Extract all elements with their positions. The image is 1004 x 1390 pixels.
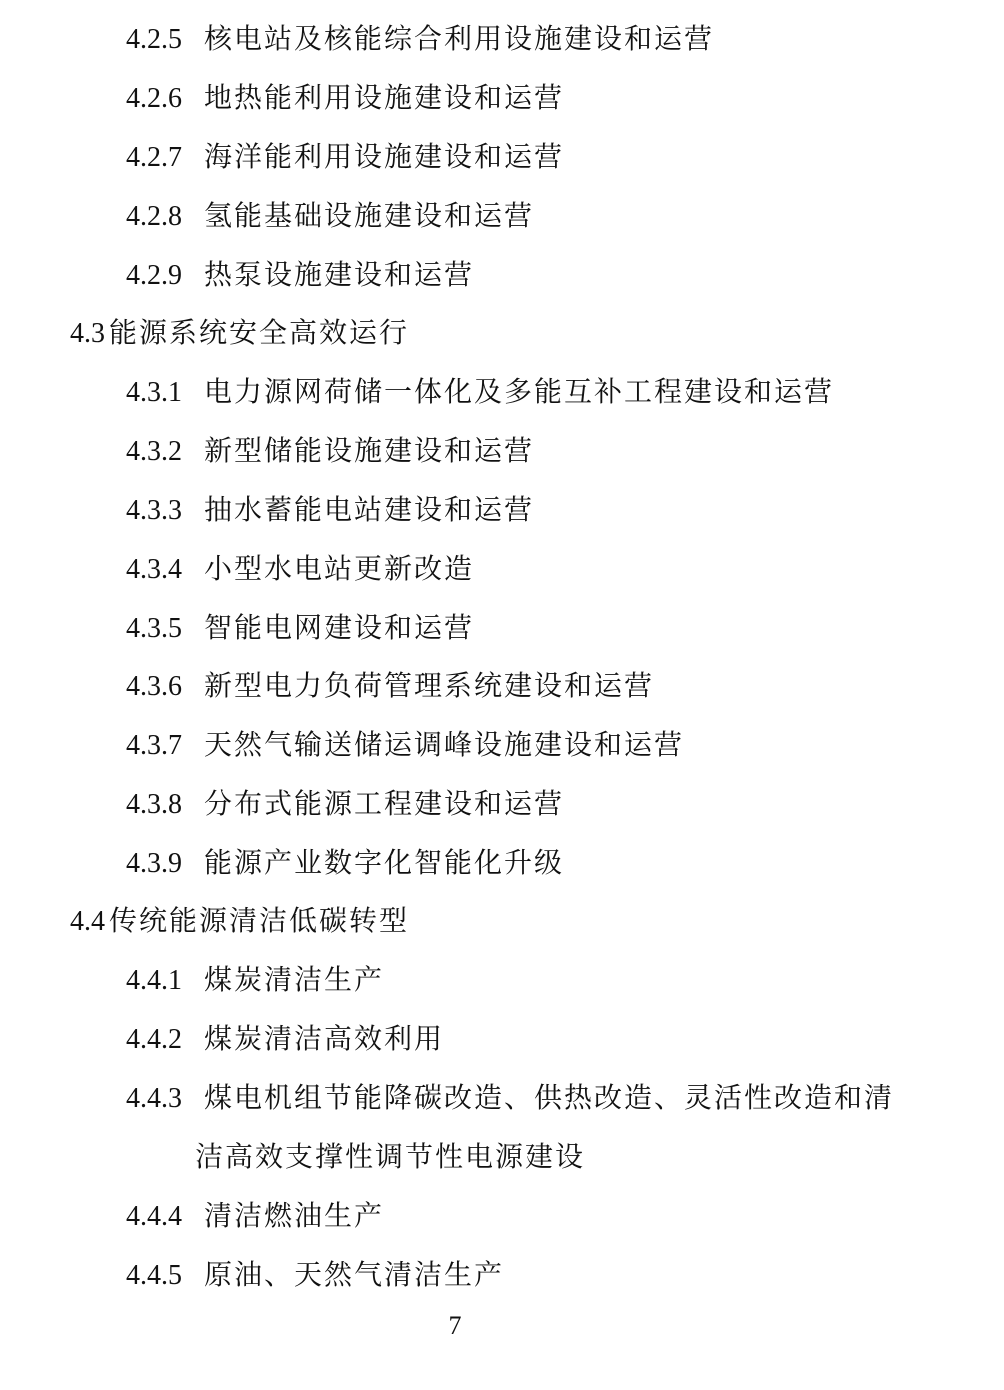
item-number: 4.3.6 — [126, 671, 182, 702]
item-number: 4.2.6 — [126, 83, 182, 114]
item-text-continuation: 洁高效支撑性调节性电源建设 — [195, 1140, 586, 1173]
item-text: 煤炭清洁高效利用 — [204, 1022, 445, 1055]
list-item — [126, 784, 564, 825]
item-text: 海洋能利用设施建设和运营 — [204, 140, 565, 173]
item-text: 智能电网建设和运营 — [204, 611, 475, 644]
item-number: 4.3.9 — [126, 848, 182, 879]
page-number: 7 — [448, 1311, 462, 1340]
section-number: 4.4 — [70, 906, 105, 937]
item-text: 氢能基础设施建设和运营 — [204, 199, 535, 232]
item-text: 能源产业数字化智能化升级 — [204, 846, 565, 879]
item-number: 4.4.3 — [126, 1083, 182, 1114]
list-item — [126, 725, 684, 766]
section-heading — [70, 901, 409, 942]
section-title: 传统能源清洁低碳转型 — [109, 904, 410, 937]
item-number: 4.2.8 — [126, 201, 182, 232]
section-title: 能源系统安全高效运行 — [109, 316, 410, 349]
list-item — [126, 1255, 504, 1296]
list-item — [126, 1196, 384, 1237]
list-item — [126, 372, 834, 413]
item-text: 煤炭清洁生产 — [204, 963, 385, 996]
item-number: 4.3.5 — [126, 613, 182, 644]
item-text: 天然气输送储运调峰设施建设和运营 — [204, 728, 685, 761]
item-number: 4.3.7 — [126, 730, 182, 761]
item-number: 4.3.3 — [126, 495, 182, 526]
item-number: 4.4.5 — [126, 1260, 182, 1291]
list-item — [126, 19, 714, 60]
list-item — [126, 843, 564, 884]
list-item — [126, 255, 474, 296]
list-item — [126, 78, 564, 119]
item-number: 4.3.2 — [126, 436, 182, 467]
item-text: 新型电力负荷管理系统建设和运营 — [204, 669, 655, 702]
item-number: 4.2.7 — [126, 142, 182, 173]
list-item — [126, 1078, 894, 1119]
list-item — [126, 431, 534, 472]
list-item — [126, 960, 384, 1001]
item-number: 4.2.9 — [126, 260, 182, 291]
item-number: 4.4.1 — [126, 965, 182, 996]
list-item — [126, 549, 474, 590]
item-number: 4.2.5 — [126, 24, 182, 55]
item-text: 煤电机组节能降碳改造、供热改造、灵活性改造和清 — [204, 1081, 895, 1114]
list-item-continuation — [195, 1137, 585, 1177]
item-text: 地热能利用设施建设和运营 — [204, 81, 565, 114]
list-item — [126, 666, 654, 707]
list-item — [126, 608, 474, 649]
section-heading — [70, 313, 409, 354]
item-text: 分布式能源工程建设和运营 — [204, 787, 565, 820]
item-number: 4.3.1 — [126, 377, 182, 408]
item-number: 4.3.4 — [126, 554, 182, 585]
item-text: 抽水蓄能电站建设和运营 — [204, 493, 535, 526]
item-text: 新型储能设施建设和运营 — [204, 434, 535, 467]
item-text: 清洁燃油生产 — [204, 1199, 385, 1232]
item-text: 核电站及核能综合利用设施建设和运营 — [204, 22, 715, 55]
list-item — [126, 490, 534, 531]
item-text: 小型水电站更新改造 — [204, 552, 475, 585]
list-item — [126, 1019, 444, 1060]
list-item — [126, 196, 534, 237]
item-text: 热泵设施建设和运营 — [204, 258, 475, 291]
item-text: 电力源网荷储一体化及多能互补工程建设和运营 — [204, 375, 835, 408]
item-number: 4.3.8 — [126, 789, 182, 820]
item-text: 原油、天然气清洁生产 — [204, 1258, 505, 1291]
item-number: 4.4.2 — [126, 1024, 182, 1055]
section-number: 4.3 — [70, 318, 105, 349]
item-number: 4.4.4 — [126, 1201, 182, 1232]
list-item — [126, 137, 564, 178]
